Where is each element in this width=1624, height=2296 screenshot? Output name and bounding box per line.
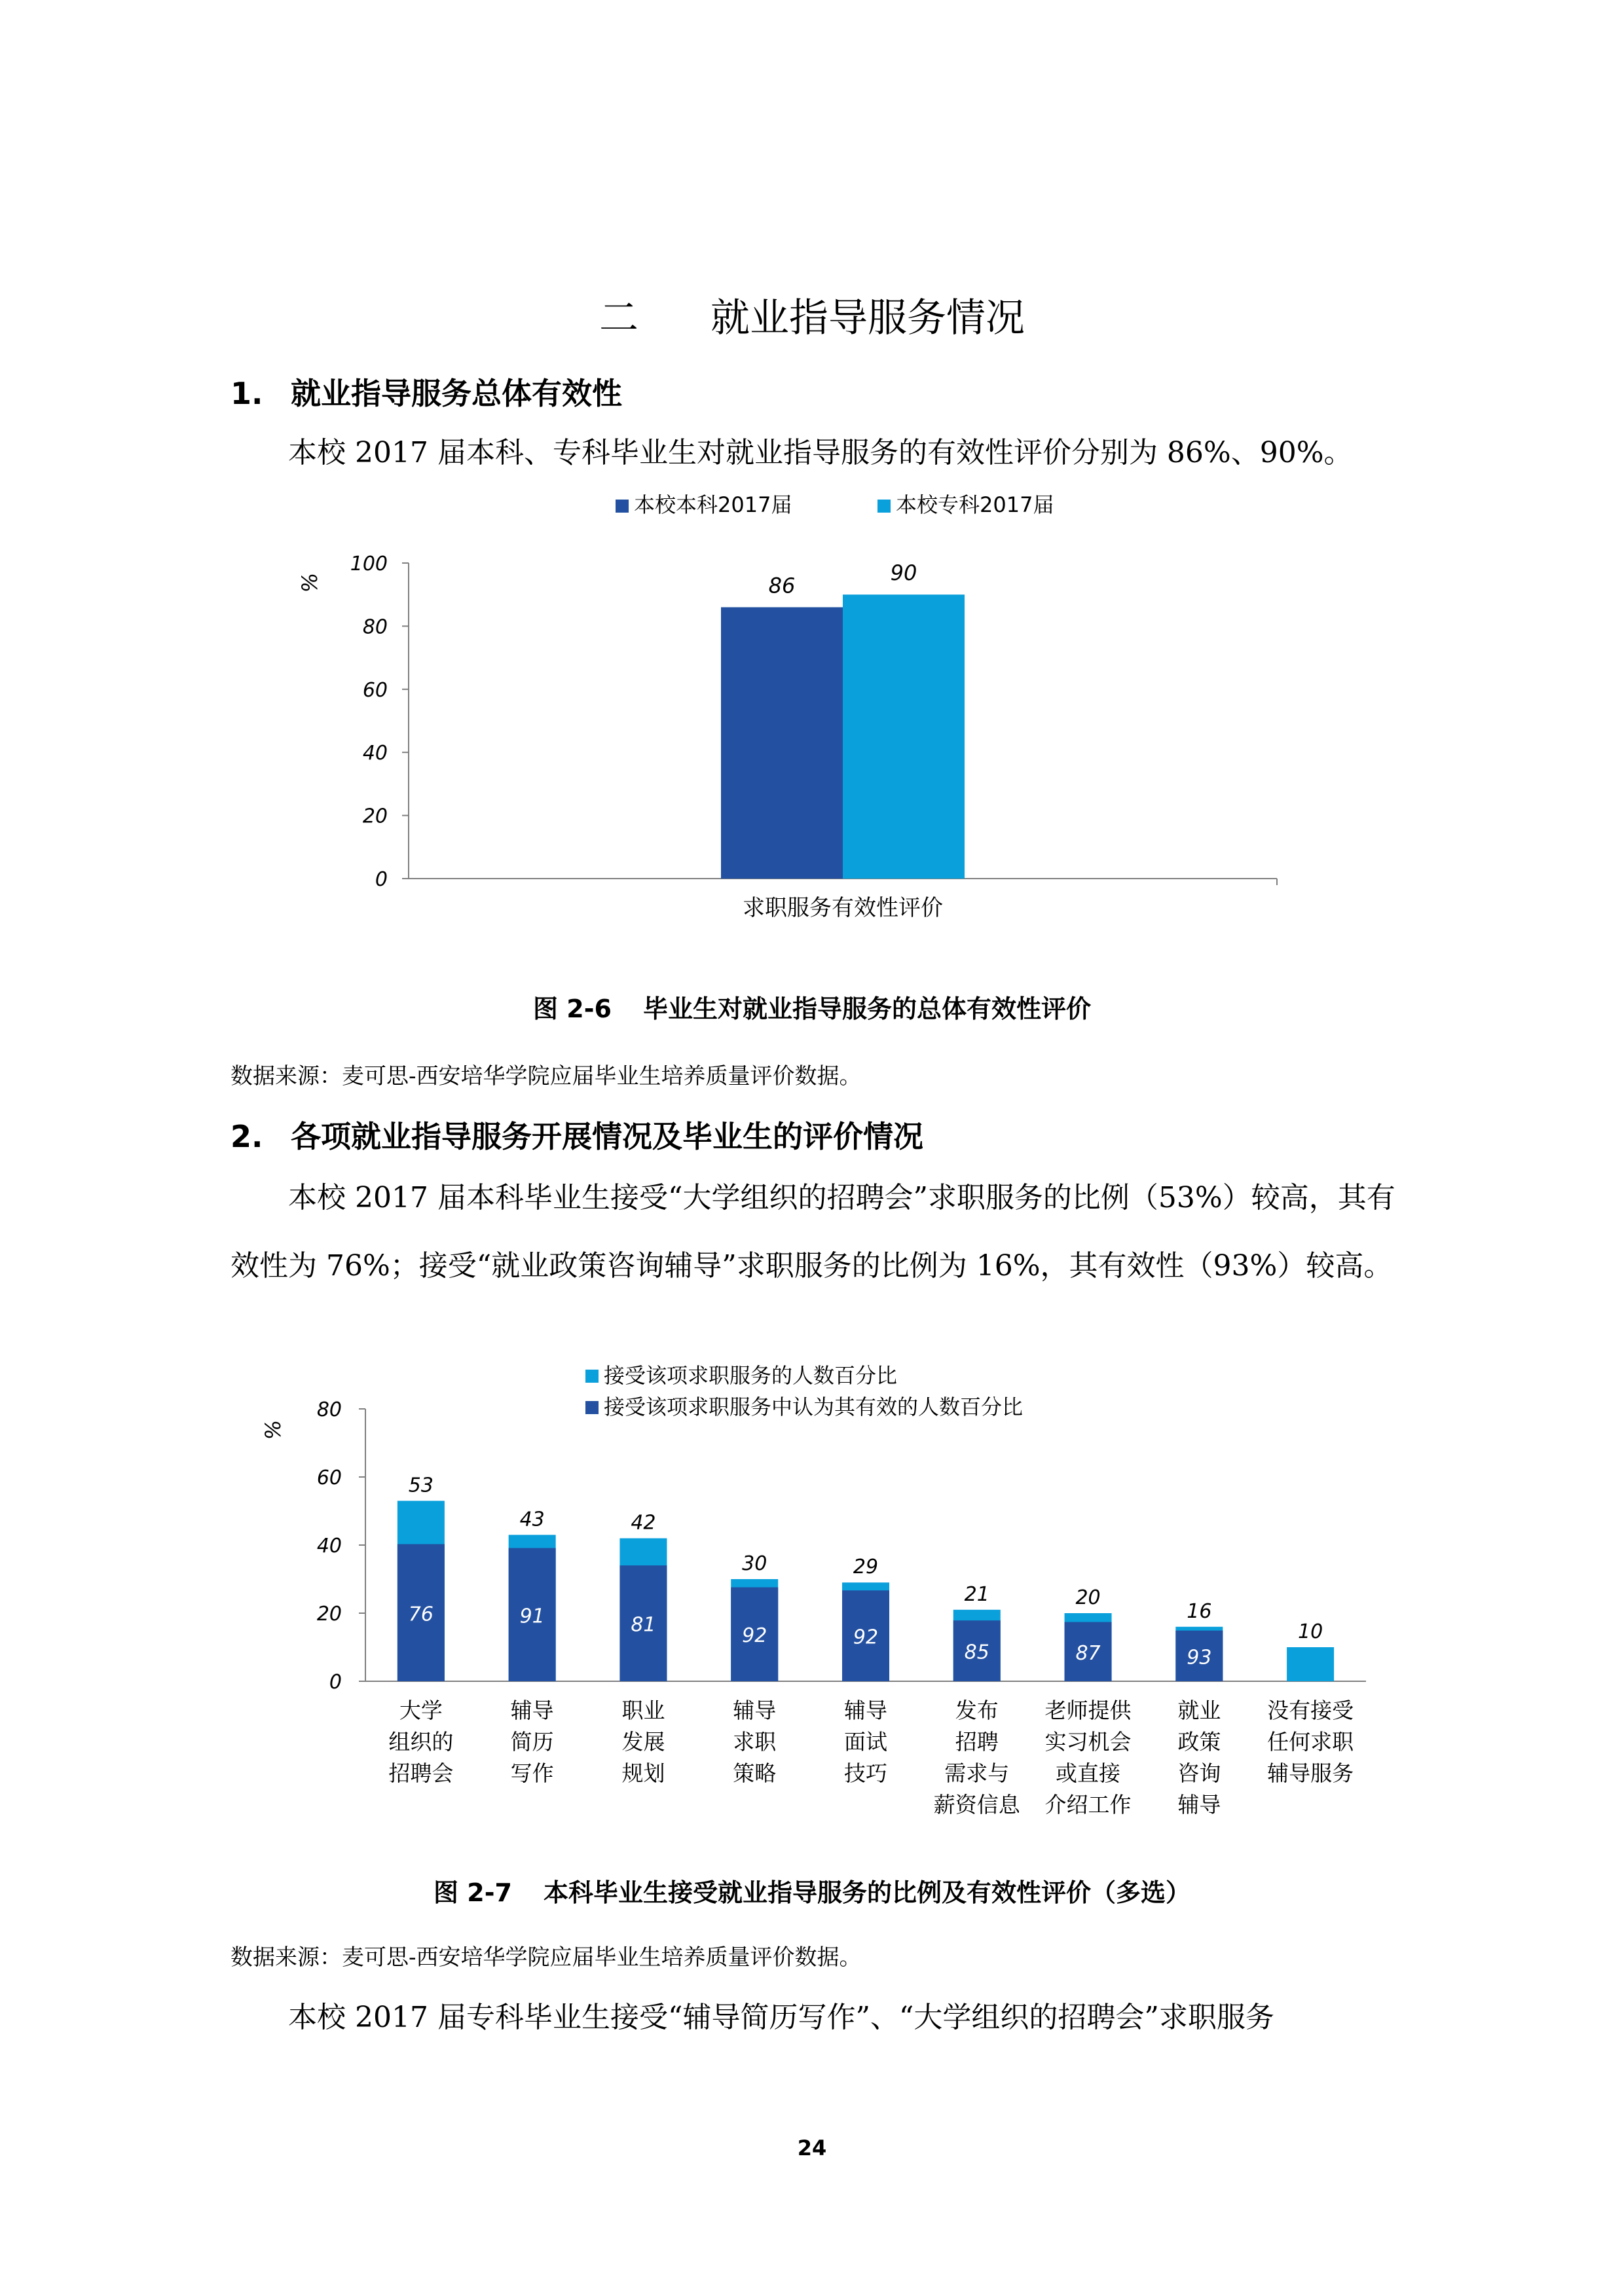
category-label-4-line-1: 辅导 — [733, 1698, 777, 1723]
legend-swatch-1 — [616, 500, 629, 513]
legend-swatch-2 — [585, 1401, 599, 1414]
chart-2-6 — [231, 490, 1344, 941]
chart-2-7-category-labels — [388, 1698, 1354, 1817]
bar-total-label-8: 16 — [1187, 1599, 1212, 1623]
data-source-2: 数据来源：麦可思-西安培华学院应届毕业生培养质量评价数据。 — [231, 1944, 862, 1971]
y-tick-label-0: 0 — [375, 868, 388, 891]
chart-2-7 — [231, 1354, 1409, 1832]
subsection-1-title: 就业指导服务总体有效性 — [291, 376, 622, 411]
subsection-2-number: 2. — [231, 1119, 263, 1154]
category-label-7-line-1: 老师提供 — [1044, 1698, 1132, 1723]
bar-total-label-1: 53 — [408, 1474, 434, 1497]
figure-label-2-7: 图 2-7 — [434, 1878, 512, 1907]
bar-total-label-7: 20 — [1075, 1586, 1101, 1609]
y-tick-label-2: 40 — [316, 1535, 342, 1558]
category-label-1-line-1: 大学 — [399, 1698, 443, 1723]
figure-caption-2-6 — [0, 989, 1624, 1025]
category-label-7-line-3: 或直接 — [1056, 1760, 1121, 1786]
category-label-7-line-2: 实习机会 — [1044, 1729, 1132, 1755]
category-label-5-line-1: 辅导 — [844, 1698, 887, 1723]
figure-title-2-6: 毕业生对就业指导服务的总体有效性评价 — [642, 994, 1091, 1023]
chart-2-6-legend — [616, 492, 1054, 517]
category-label-8-line-1: 就业 — [1177, 1698, 1221, 1723]
bar-effective-label-5: 92 — [853, 1626, 879, 1649]
figure-title-2-7: 本科毕业生接受就业指导服务的比例及有效性评价（多选） — [543, 1878, 1190, 1907]
data-source-1: 数据来源：麦可思-西安培华学院应届毕业生培养质量评价数据。 — [231, 1063, 862, 1089]
category-label-3-line-1: 职业 — [621, 1698, 665, 1723]
bar-2 — [843, 594, 965, 879]
section-title-text: 就业指导服务情况 — [710, 295, 1025, 341]
category-label-2-line-1: 辅导 — [510, 1698, 554, 1723]
category-label-9-line-3: 辅导服务 — [1267, 1760, 1354, 1786]
legend-label-1: 接受该项求职服务的人数百分比 — [604, 1363, 898, 1388]
bar-value-label-1: 86 — [768, 573, 796, 598]
category-label-3-line-2: 发展 — [621, 1729, 665, 1755]
category-label-6-line-3: 需求与 — [944, 1760, 1010, 1786]
legend-label-2: 本校专科2017届 — [896, 492, 1054, 517]
figure-label-2-6: 图 2-6 — [533, 994, 612, 1023]
y-tick-label-5: 100 — [350, 553, 388, 575]
y-tick-label-3: 60 — [316, 1467, 342, 1489]
y-tick-label-2: 40 — [362, 742, 388, 765]
bar-1 — [721, 607, 843, 879]
category-label-1-line-2: 组织的 — [388, 1729, 454, 1755]
y-tick-label-4: 80 — [362, 615, 388, 639]
y-tick-label-1: 20 — [362, 805, 388, 828]
legend-swatch-2 — [877, 500, 891, 513]
chart-2-6-bars — [721, 560, 965, 921]
paragraph-2: 本校 2017 届本科毕业生接受“大学组织的招聘会”求职服务的比例（53%）较高，其有效性为 76%；接受“就业政策咨询辅导”求职服务的比例为 16%，其有效性（93%）较高。 — [231, 1181, 1395, 1283]
bar-effective-label-8: 93 — [1187, 1646, 1212, 1669]
bar-total-label-4: 30 — [742, 1552, 767, 1575]
category-label-6-line-4: 薪资信息 — [933, 1792, 1020, 1817]
chart-2-7-legend — [585, 1363, 1023, 1419]
figure-caption-2-7 — [0, 1872, 1624, 1908]
bar-total-label-3: 42 — [631, 1511, 656, 1535]
bar-total-label-6: 21 — [964, 1582, 989, 1606]
bar-total-label-5: 29 — [853, 1556, 879, 1579]
bar-total-label-2: 43 — [519, 1508, 545, 1531]
category-label-1-line-3: 招聘会 — [388, 1760, 454, 1786]
chart-2-7-bars — [397, 1474, 1334, 1681]
bar-effective-label-3: 81 — [631, 1613, 656, 1637]
page-number: 24 — [797, 2136, 827, 2160]
y-tick-label-3: 60 — [362, 678, 388, 702]
subsection-2-heading — [231, 1113, 923, 1156]
category-label-6-line-1: 发布 — [955, 1698, 999, 1723]
legend-label-1: 本校本科2017届 — [634, 492, 792, 517]
category-label-8-line-4: 辅导 — [1177, 1792, 1221, 1817]
category-label-9-line-2: 任何求职 — [1267, 1729, 1354, 1755]
legend-label-2: 接受该项求职服务中认为其有效的人数百分比 — [604, 1394, 1024, 1419]
bar-effective-label-6: 85 — [964, 1641, 989, 1664]
category-label-5-line-3: 技巧 — [844, 1760, 887, 1786]
y-axis-title: % — [261, 1419, 286, 1440]
category-label-4-line-3: 策略 — [733, 1760, 777, 1786]
bar-total-label-9: 10 — [1298, 1620, 1323, 1643]
paragraph-1: 本校 2017 届本科、专科毕业生对就业指导服务的有效性评价分别为 86%、90%。 — [288, 436, 1353, 469]
category-label-8-line-3: 咨询 — [1177, 1760, 1221, 1786]
x-category-label: 求职服务有效性评价 — [743, 895, 943, 921]
subsection-1-number: 1. — [231, 376, 263, 411]
legend-swatch-1 — [585, 1370, 599, 1383]
bar-total-9 — [1287, 1647, 1334, 1681]
paragraph-3: 本校 2017 届专科毕业生接受“辅导简历写作”、“大学组织的招聘会”求职服务 — [288, 2001, 1274, 2034]
section-title — [0, 287, 1624, 343]
category-label-2-line-3: 写作 — [510, 1760, 554, 1786]
bar-effective-label-7: 87 — [1075, 1641, 1101, 1665]
category-label-2-line-2: 简历 — [510, 1729, 554, 1755]
bar-value-label-2: 90 — [890, 560, 917, 586]
category-label-8-line-2: 政策 — [1177, 1729, 1221, 1755]
category-label-4-line-2: 求职 — [733, 1729, 777, 1755]
category-label-9-line-1: 没有接受 — [1267, 1698, 1354, 1723]
y-axis-title: % — [297, 572, 322, 593]
y-tick-label-1: 20 — [316, 1603, 342, 1626]
category-label-6-line-2: 招聘 — [955, 1729, 999, 1755]
bar-effective-label-1: 76 — [408, 1603, 434, 1626]
y-tick-label-4: 80 — [316, 1398, 342, 1421]
y-tick-label-0: 0 — [329, 1671, 342, 1694]
category-label-7-line-4: 介绍工作 — [1044, 1792, 1132, 1817]
section-number: 二 — [599, 295, 638, 341]
subsection-1-heading — [231, 370, 622, 413]
subsection-2-title: 各项就业指导服务开展情况及毕业生的评价情况 — [291, 1119, 923, 1154]
bar-effective-label-4: 92 — [742, 1624, 767, 1648]
bar-effective-label-2: 91 — [519, 1605, 545, 1628]
category-label-3-line-3: 规划 — [621, 1760, 665, 1786]
category-label-5-line-2: 面试 — [844, 1729, 887, 1755]
